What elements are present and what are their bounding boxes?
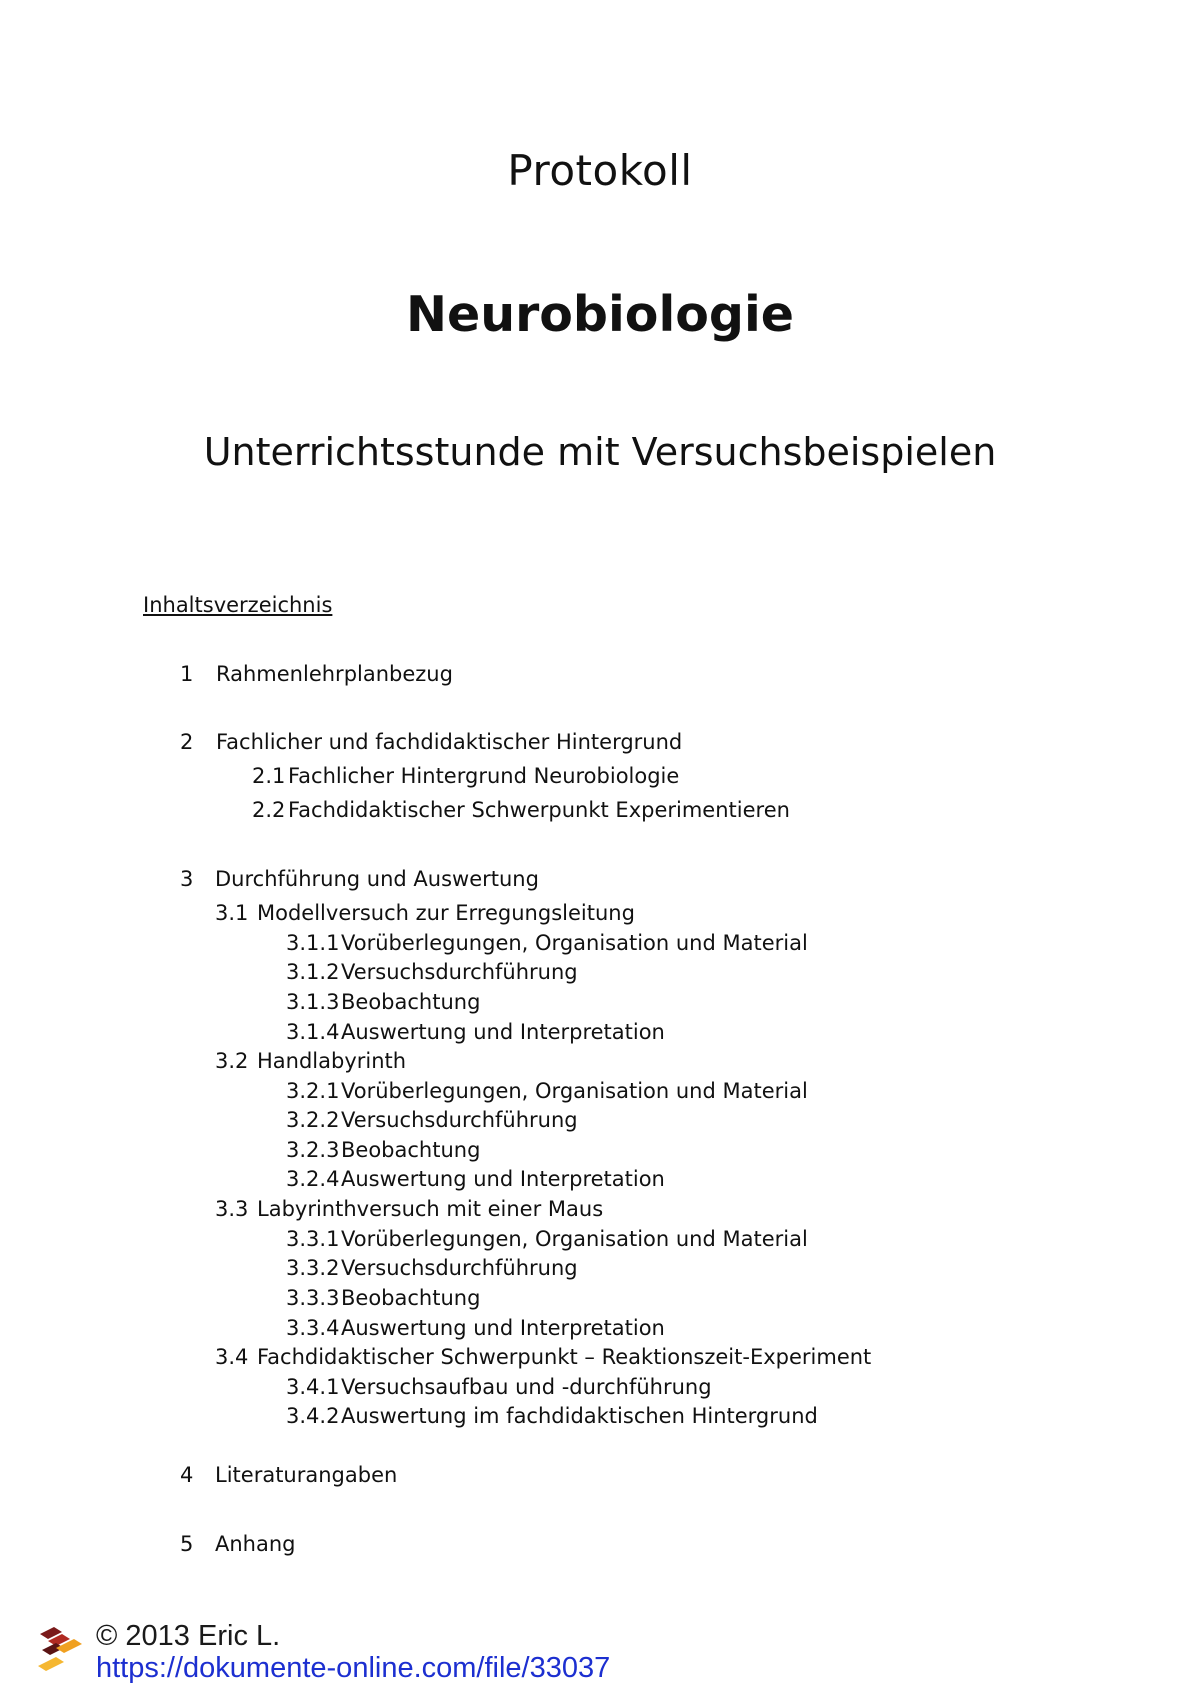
toc-entry [215, 1051, 406, 1072]
toc-entry-number: 3.2.4 [286, 1167, 340, 1191]
copyright-text: © 2013 Eric L. [96, 1620, 281, 1652]
page-footer [0, 1610, 1200, 1697]
toc-entry-number: 2.2 [252, 798, 286, 822]
toc-entry [286, 1318, 665, 1339]
toc-entry-text: Vorüberlegungen, Organisation und Material [341, 1079, 808, 1103]
toc-entry [286, 962, 578, 983]
toc-entry [286, 1377, 712, 1398]
toc-entry-number: 3.4.2 [286, 1404, 340, 1428]
dokumente-online-logo-icon [34, 1624, 86, 1676]
toc-entry [286, 1140, 480, 1161]
toc-entry [180, 732, 682, 753]
toc-entry-text: Beobachtung [341, 1138, 481, 1162]
toc-entry-text: Labyrinthversuch mit einer Maus [257, 1197, 604, 1221]
toc-entry-number: 3.2.2 [286, 1108, 340, 1132]
toc-entry-text: Beobachtung [341, 1286, 481, 1310]
toc-entry [286, 1288, 480, 1309]
toc-entry [252, 766, 679, 787]
toc-entry [215, 1199, 603, 1220]
toc-entry-number: 3.1.3 [286, 990, 340, 1014]
toc-entry [286, 1406, 818, 1427]
toc-entry-text: Auswertung und Interpretation [341, 1020, 665, 1044]
toc-entry-number: 3.3 [215, 1197, 249, 1221]
toc-entry-text: Fachlicher Hintergrund Neurobiologie [288, 764, 680, 788]
toc-entry-number: 3.1.2 [286, 960, 340, 984]
toc-entry [286, 1110, 578, 1131]
toc-entry [286, 1081, 808, 1102]
toc-entry-text: Handlabyrinth [257, 1049, 407, 1073]
toc-entry-number: 3.4.1 [286, 1375, 340, 1399]
toc-entry [180, 664, 453, 685]
toc-entry [180, 1465, 397, 1486]
toc-entry [180, 1534, 296, 1555]
toc-heading: Inhaltsverzeichnis [143, 593, 333, 617]
source-url-link[interactable]: https://dokumente-online.com/file/33037 [96, 1652, 611, 1684]
toc-entry-text: Fachlicher und fachdidaktischer Hintergrund [216, 730, 683, 754]
toc-entry-text: Rahmenlehrplanbezug [216, 662, 453, 686]
toc-entry-number: 4 [180, 1463, 194, 1487]
toc-entry [286, 1258, 578, 1279]
toc-entry-number: 2.1 [252, 764, 286, 788]
toc-entry [286, 933, 808, 954]
toc-entry-number: 3.1.4 [286, 1020, 340, 1044]
toc-entry-number: 3.2.1 [286, 1079, 340, 1103]
toc-entry-number: 2 [180, 730, 194, 754]
document-label: Protokoll [507, 146, 693, 195]
toc-entry-text: Versuchsdurchführung [341, 1256, 578, 1280]
toc-entry-number: 3.3.3 [286, 1286, 340, 1310]
toc-entry-number: 3.1 [215, 901, 249, 925]
toc-entry-text: Anhang [215, 1532, 296, 1556]
toc-entry-number: 3.3.4 [286, 1316, 340, 1340]
toc-entry-number: 5 [180, 1532, 194, 1556]
toc-entry-text: Fachdidaktischer Schwerpunkt Experimentieren [288, 798, 790, 822]
toc-entry-text: Literaturangaben [215, 1463, 398, 1487]
toc-entry [252, 800, 790, 821]
toc-entry [286, 1022, 665, 1043]
toc-entry-number: 3 [180, 867, 194, 891]
toc-entry-number: 3.4 [215, 1345, 249, 1369]
document-title: Neurobiologie [405, 286, 795, 343]
toc-entry [286, 1169, 665, 1190]
toc-entry [180, 869, 539, 890]
toc-entry-text: Versuchsdurchführung [341, 960, 578, 984]
toc-entry-text: Auswertung und Interpretation [341, 1167, 665, 1191]
toc-entry-text: Beobachtung [341, 990, 481, 1014]
toc-entry [215, 1347, 871, 1368]
toc-entry-text: Vorüberlegungen, Organisation und Material [341, 1227, 808, 1251]
toc-entry-text: Durchführung und Auswertung [215, 867, 539, 891]
toc-entry-text: Vorüberlegungen, Organisation und Material [341, 931, 808, 955]
toc-entry-number: 1 [180, 662, 194, 686]
toc-entry-text: Versuchsdurchführung [341, 1108, 578, 1132]
toc-entry-text: Fachdidaktischer Schwerpunkt – Reaktionszeit-Experiment [257, 1345, 872, 1369]
toc-entry-number: 3.1.1 [286, 931, 340, 955]
toc-entry-text: Auswertung im fachdidaktischen Hintergrund [341, 1404, 818, 1428]
toc-entry-text: Modellversuch zur Erregungsleitung [257, 901, 635, 925]
toc-entry [286, 1229, 808, 1250]
document-subtitle: Unterrichtsstunde mit Versuchsbeispielen [203, 430, 997, 474]
toc-entry [286, 992, 480, 1013]
toc-entry-number: 3.2 [215, 1049, 249, 1073]
toc-entry-text: Versuchsaufbau und -durchführung [341, 1375, 712, 1399]
toc-entry-number: 3.3.2 [286, 1256, 340, 1280]
toc-entry-text: Auswertung und Interpretation [341, 1316, 665, 1340]
toc-entry [215, 903, 635, 924]
toc-entry-number: 3.2.3 [286, 1138, 340, 1162]
toc-entry-number: 3.3.1 [286, 1227, 340, 1251]
